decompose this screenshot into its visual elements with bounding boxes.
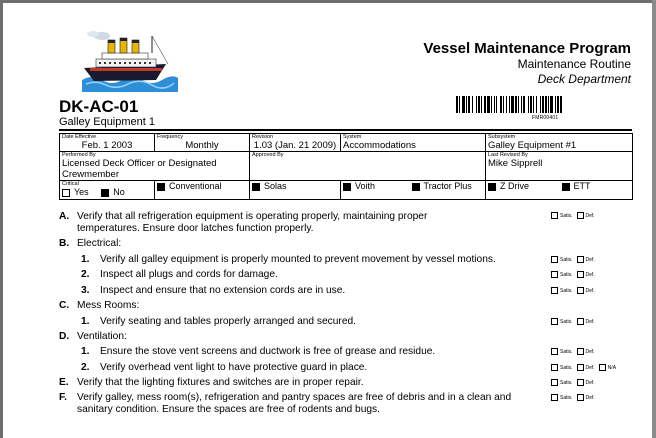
revision-label: Revision: [252, 134, 274, 140]
propulsion-voith-tractor-cell: [341, 181, 486, 200]
def-label: Def.: [585, 318, 595, 325]
item-b2-checks: [551, 271, 599, 278]
item-b2-number: 2.: [81, 269, 90, 280]
solas-checkbox[interactable]: [252, 183, 260, 191]
last-revised-by-label: Last Revised By: [488, 152, 528, 158]
conventional-label: Conventional: [169, 181, 222, 191]
item-f-text-line2: sanitary condition. Ensure the spaces are free of rodents and bugs.: [77, 404, 380, 415]
item-b1-number: 1.: [81, 254, 90, 265]
def-checkbox[interactable]: [577, 212, 584, 219]
frequency-cell: [155, 134, 250, 152]
satis-checkbox[interactable]: [551, 379, 558, 386]
date-effective-cell: [60, 134, 155, 152]
approved-by-label: Approved By: [252, 152, 284, 158]
item-d1-checks: [551, 348, 599, 355]
item-b1-text: Verify all galley equipment is properly mounted to prevent movement by vessel motions.: [100, 254, 496, 265]
def-checkbox[interactable]: [577, 318, 584, 325]
last-revised-by-value: Mike Sipprell: [488, 158, 543, 169]
ett-checkbox[interactable]: [562, 183, 570, 191]
item-c-letter: C.: [59, 300, 70, 311]
item-d-heading: Ventilation:: [77, 331, 127, 342]
tractor-plus-label: Tractor Plus: [423, 181, 472, 191]
document-name: Galley Equipment 1: [59, 116, 155, 128]
subsystem-label: Subsystem: [488, 134, 516, 140]
item-b3-text: Inspect and ensure that no extension cords are in use.: [100, 285, 346, 296]
def-label: Def.: [585, 271, 595, 278]
header-rule: [59, 129, 632, 131]
ett-label: ETT: [573, 181, 591, 191]
z-drive-checkbox[interactable]: [488, 183, 496, 191]
item-c1-number: 1.: [81, 316, 90, 327]
item-d1-number: 1.: [81, 346, 90, 357]
item-a-text-line2: temperatures. Ensure door latches function properly.: [77, 223, 314, 234]
satis-label: Satis.: [560, 379, 573, 386]
critical-yes-checkbox[interactable]: [62, 189, 70, 197]
satis-label: Satis.: [560, 287, 573, 294]
approved-by-cell: [250, 152, 486, 181]
item-d2-checks: [551, 364, 620, 371]
item-f-checks: [551, 394, 599, 401]
subsystem-cell: [486, 134, 633, 152]
satis-checkbox[interactable]: [551, 212, 558, 219]
item-e-text: Verify that the lighting fixtures and switches are in proper repair.: [77, 377, 364, 388]
satis-label: Satis.: [560, 364, 573, 371]
frequency-label: Frequency: [157, 134, 183, 140]
item-e-letter: E.: [59, 377, 69, 388]
item-a-letter: A.: [59, 211, 70, 222]
satis-checkbox[interactable]: [551, 348, 558, 355]
satis-checkbox[interactable]: [551, 318, 558, 325]
satis-label: Satis.: [560, 318, 573, 325]
def-checkbox[interactable]: [577, 256, 584, 263]
critical-label: Critical: [62, 181, 79, 187]
critical-no-checkbox[interactable]: [101, 189, 109, 197]
department-label: Deck Department: [537, 72, 631, 86]
satis-checkbox[interactable]: [551, 271, 558, 278]
propulsion-conventional-cell: [155, 181, 250, 200]
barcode-number: FMR00401: [532, 115, 559, 121]
window-frame-left: [0, 0, 3, 438]
satis-label: Satis.: [560, 348, 573, 355]
def-checkbox[interactable]: [577, 287, 584, 294]
critical-no-label: No: [113, 187, 125, 197]
date-effective-label: Date Effective: [62, 134, 97, 140]
revision-cell: [250, 134, 341, 152]
system-label: System: [343, 134, 362, 140]
document-code: DK-AC-01: [59, 97, 139, 116]
def-label: Def.: [585, 256, 595, 263]
performed-by-value: Licensed Deck Officer or Designated Crewmember: [62, 158, 217, 180]
satis-checkbox[interactable]: [551, 394, 558, 401]
revision-value: 1.03 (Jan. 21 2009): [253, 140, 337, 151]
critical-yes-label: Yes: [74, 187, 89, 197]
program-title: Vessel Maintenance Program: [423, 40, 631, 57]
item-d-letter: D.: [59, 331, 70, 342]
satis-checkbox[interactable]: [551, 287, 558, 294]
conventional-checkbox[interactable]: [157, 183, 165, 191]
frequency-value: Monthly: [185, 140, 219, 151]
item-c1-text: Verify seating and tables properly arranged and secured.: [100, 316, 356, 327]
def-checkbox[interactable]: [577, 379, 584, 386]
barcode-icon: [456, 96, 632, 114]
def-label: Def.: [585, 379, 595, 386]
satis-label: Satis.: [560, 394, 573, 401]
def-label: Def.: [585, 287, 595, 294]
item-a-checks: [551, 212, 599, 219]
ship-logo-icon: [82, 30, 178, 92]
satis-checkbox[interactable]: [551, 256, 558, 263]
propulsion-zdrive-ett-cell: [486, 181, 633, 200]
item-b3-checks: [551, 287, 599, 294]
performed-by-cell: [60, 152, 250, 181]
def-checkbox[interactable]: [577, 348, 584, 355]
satis-label: Satis.: [560, 256, 573, 263]
satis-checkbox[interactable]: [551, 364, 558, 371]
def-checkbox[interactable]: [577, 394, 584, 401]
def-label: Def.: [585, 212, 595, 219]
item-b1-checks: [551, 256, 599, 263]
window-frame-right: [652, 0, 656, 438]
def-label: Def.: [585, 364, 595, 371]
system-cell: [341, 134, 486, 152]
item-e-checks: [551, 379, 599, 386]
item-c1-checks: [551, 318, 599, 325]
item-f-letter: F.: [59, 392, 67, 403]
window-frame-top: [0, 0, 656, 3]
item-c-heading: Mess Rooms:: [77, 300, 140, 311]
propulsion-solas-cell: [250, 181, 341, 200]
def-label: Def.: [585, 348, 595, 355]
def-checkbox[interactable]: [577, 271, 584, 278]
item-f-text-line1: Verify galley, mess room(s), refrigeration and pantry spaces are free of debris and in a clean and: [77, 392, 512, 403]
voith-checkbox[interactable]: [343, 183, 351, 191]
def-label: Def.: [585, 394, 595, 401]
item-b-letter: B.: [59, 238, 70, 249]
satis-label: Satis.: [560, 271, 573, 278]
voith-label: Voith: [355, 181, 376, 191]
subsystem-value: Galley Equipment #1: [488, 140, 577, 151]
item-d2-text: Verify overhead vent light to have protective guard in place.: [100, 362, 368, 373]
item-a-text-line1: Verify that all refrigeration equipment is operating properly, maintaining proper: [77, 211, 428, 222]
item-b2-text: Inspect all plugs and cords for damage.: [100, 269, 278, 280]
na-checkbox[interactable]: [599, 364, 606, 371]
z-drive-label: Z Drive: [500, 181, 529, 191]
performed-by-label: Performed By: [62, 152, 96, 158]
critical-cell: [60, 181, 155, 200]
solas-label: Solas: [264, 181, 287, 191]
info-table: [59, 133, 633, 200]
na-label: N/A: [607, 364, 617, 371]
item-d1-text: Ensure the stove vent screens and ductwork is free of grease and residue.: [100, 346, 436, 357]
item-b-heading: Electrical:: [77, 238, 122, 249]
last-revised-by-cell: [486, 152, 633, 181]
date-effective-value: Feb. 1 2003: [81, 140, 133, 151]
satis-label: Satis.: [560, 212, 573, 219]
def-checkbox[interactable]: [577, 364, 584, 371]
item-d2-number: 2.: [81, 362, 90, 373]
tractor-plus-checkbox[interactable]: [412, 183, 420, 191]
system-value: Accommodations: [343, 140, 416, 151]
routine-subtitle: Maintenance Routine: [517, 57, 631, 71]
item-b3-number: 3.: [81, 285, 90, 296]
